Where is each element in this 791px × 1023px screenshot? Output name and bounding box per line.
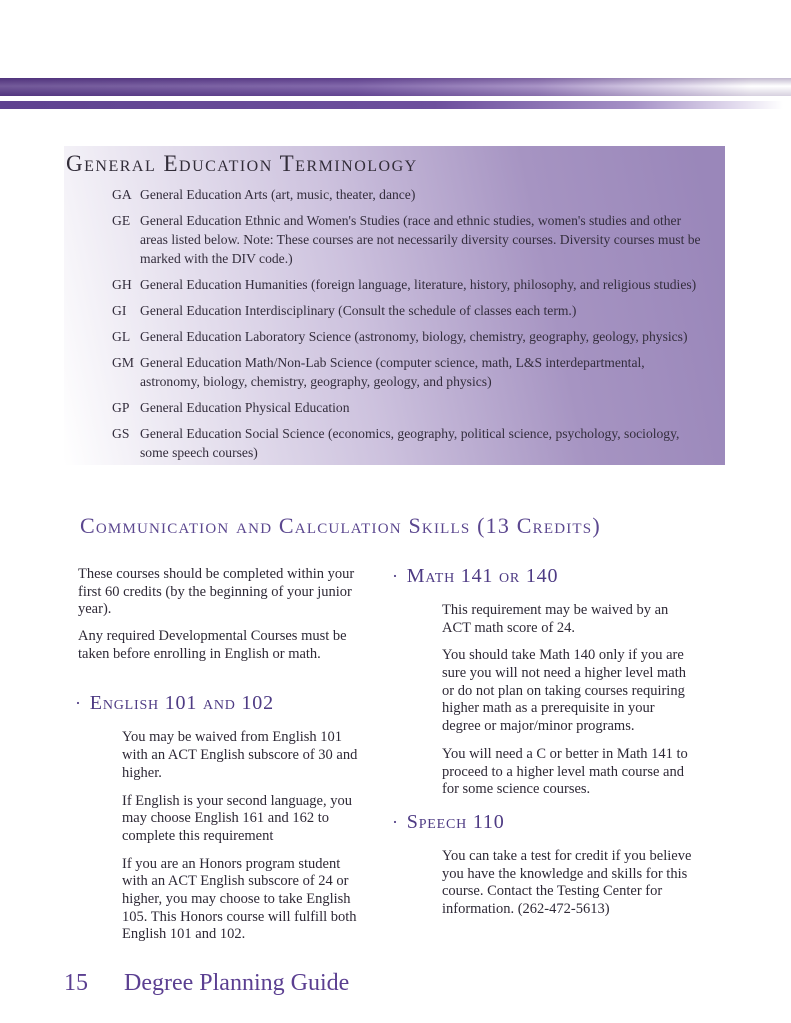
page-number: 15 <box>64 970 88 996</box>
guide-title: Degree Planning Guide <box>124 970 350 996</box>
ge-item-code: GS <box>112 426 130 442</box>
body-paragraph: If you are an Honors program student with an ACT English subscore of 24 or higher, you may choose to take English 105. This Honors course will fulfill both English 101 and 102. <box>122 855 357 943</box>
body-paragraph: If English is your second language, you may choose English 161 and 162 to complete this requirement <box>122 792 352 844</box>
ge-terminology-title: General Education Terminology <box>66 151 418 176</box>
subsection-title-text: English 101 and 102 <box>89 692 274 715</box>
body-paragraph: You will need a C or better in Math 141 to proceed to a higher level math course and for some science courses. <box>442 745 688 798</box>
ge-item-text: General Education Social Science (economics, geography, political science, psychology, sociology, some speech courses) <box>140 426 680 461</box>
ge-item-text: General Education Math/Non-Lab Science (computer science, math, L&S interdepartmental, astronomy, biology, chemistry, geography, geology, and physics) <box>140 355 645 390</box>
ge-terminology-list <box>112 185 701 462</box>
ge-item-gp <box>112 398 701 417</box>
ge-item-text: General Education Ethnic and Women's Studies (race and ethnic studies, women's studies and other areas listed below. Note: These courses are not necessarily diversity courses. Diversity courses must be marked with the DIV code.) <box>140 213 701 267</box>
ge-item-gm <box>112 353 701 391</box>
top-rule-secondary <box>0 101 791 109</box>
section-title-communication-calculation-skills: Communication and Calculation Skills (13 Credits) <box>80 513 601 538</box>
ge-item-code: GI <box>112 303 127 319</box>
page-footer <box>64 970 349 997</box>
ge-item-code: GH <box>112 277 132 293</box>
math-paragraphs <box>442 602 715 799</box>
ge-item-ge <box>112 211 701 268</box>
english-paragraphs <box>122 729 378 944</box>
ge-item-gi <box>112 301 701 320</box>
subsection-title-text: Math 141 or 140 <box>406 565 559 587</box>
subsection-title-speech <box>392 809 715 835</box>
left-column <box>75 566 378 954</box>
subsection-title-english <box>75 690 378 716</box>
ge-item-text: General Education Humanities (foreign language, literature, history, philosophy, and religious studies) <box>140 277 697 293</box>
top-rule-primary <box>0 78 791 96</box>
section-intro <box>78 566 378 663</box>
ge-item-gs <box>112 424 701 462</box>
ge-item-text: General Education Laboratory Science (astronomy, biology, chemistry, geography, geology, physics) <box>140 329 688 345</box>
intro-paragraph: Any required Developmental Courses must be taken before enrolling in English or math. <box>78 628 347 662</box>
subsection-title-math <box>392 563 715 589</box>
speech-paragraphs <box>442 848 715 919</box>
body-paragraph: You can take a test for credit if you believe you have the knowledge and skills for this course. Contact the Testing Center for information. (262-472-5613) <box>442 847 692 917</box>
ge-item-text: General Education Physical Education <box>140 400 350 416</box>
general-education-terminology-box <box>64 146 725 465</box>
ge-item-code: GL <box>112 329 131 345</box>
ge-item-ga <box>112 185 701 204</box>
body-paragraph: You may be waived from English 101 with an ACT English subscore of 30 and higher. <box>122 729 358 781</box>
ge-item-code: GM <box>112 355 134 371</box>
body-paragraph: You should take Math 140 only if you are sure you will not need a higher level math or do not plan on taking courses requiring higher math as a prerequisite in your degree or major/minor programs. <box>442 647 687 735</box>
body-paragraph: This requirement may be waived by an ACT math score of 24. <box>442 602 669 636</box>
ge-item-code: GA <box>112 187 132 202</box>
ge-item-text: General Education Arts (art, music, theater, dance) <box>140 187 416 202</box>
right-column <box>392 563 715 929</box>
intro-paragraph: These courses should be completed within your first 60 credits (by the beginning of your junior year). <box>78 566 355 618</box>
ge-item-gl <box>112 327 701 346</box>
ge-item-code: GE <box>112 213 131 229</box>
subsection-title-text: Speech 110 <box>406 810 505 833</box>
ge-item-gh <box>112 275 701 294</box>
ge-item-code: GP <box>112 400 130 416</box>
bullet-icon: · <box>392 566 399 586</box>
bullet-icon: · <box>75 693 82 714</box>
ge-item-text: General Education Interdisciplinary (Consult the schedule of classes each term.) <box>140 303 577 319</box>
bullet-icon: · <box>392 811 399 832</box>
